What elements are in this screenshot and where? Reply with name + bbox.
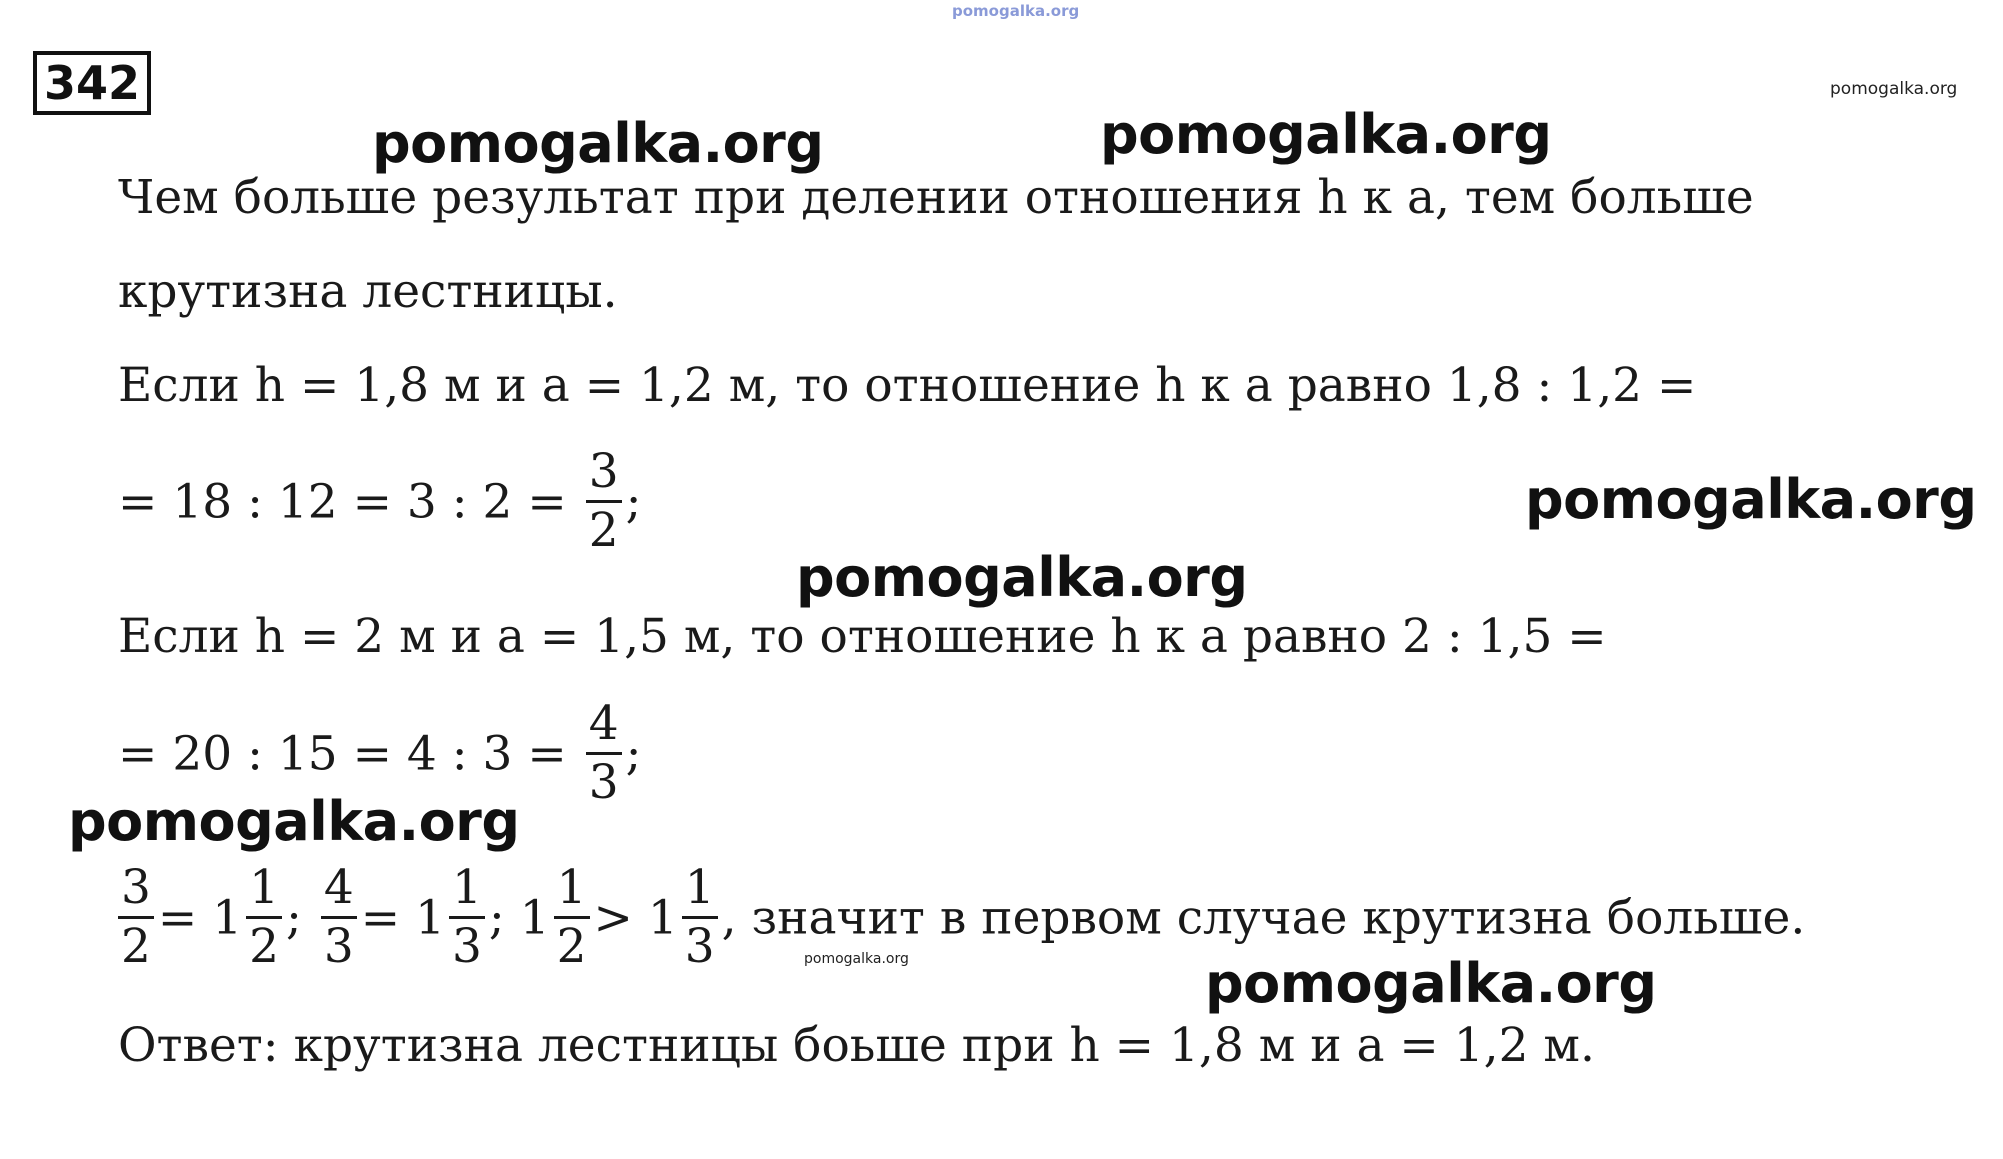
separator: ; bbox=[488, 890, 505, 946]
equation-4-text: = 18 : 12 = 3 : 2 = bbox=[118, 474, 567, 530]
fraction-denominator: 2 bbox=[249, 919, 280, 974]
fraction-denominator: 3 bbox=[684, 919, 715, 974]
answer-line: Ответ: крутизна лестницы боьше при h = 1,8 м и a = 1,2 м. bbox=[118, 1018, 1595, 1073]
equation-6-text: = 20 : 15 = 4 : 3 = bbox=[118, 726, 567, 782]
fraction-denominator: 3 bbox=[323, 919, 354, 974]
greater-than: > 1 bbox=[593, 890, 678, 946]
text-line-3: Если h = 1,8 м и a = 1,2 м, то отношение h к a равно 1,8 : 1,2 = bbox=[118, 358, 1697, 413]
fraction bbox=[682, 860, 718, 975]
watermark-2: pomogalka.org bbox=[1100, 103, 1552, 166]
conclusion-text: , значит в первом случае крутизна больше. bbox=[721, 890, 1806, 946]
watermark-5: pomogalka.org bbox=[68, 790, 520, 853]
watermark-tiny: pomogalka.org bbox=[804, 951, 909, 967]
fraction-numerator: 3 bbox=[118, 860, 154, 919]
fraction-numerator: 4 bbox=[321, 860, 357, 919]
fraction-numerator: 3 bbox=[586, 444, 622, 503]
equation-4-end: ; bbox=[625, 474, 642, 530]
text-line-2: крутизна лестницы. bbox=[118, 264, 618, 319]
fraction bbox=[118, 860, 154, 975]
watermark-top: pomogalka.org bbox=[952, 2, 1080, 20]
fraction-4-3 bbox=[586, 696, 622, 811]
fraction-denominator: 3 bbox=[588, 755, 619, 810]
fraction-denominator: 2 bbox=[556, 919, 587, 974]
fraction-denominator: 3 bbox=[451, 919, 482, 974]
watermark-3: pomogalka.org bbox=[1525, 468, 1977, 531]
watermark-4: pomogalka.org bbox=[796, 546, 1248, 609]
fraction-numerator: 1 bbox=[554, 860, 590, 919]
equation-line-4 bbox=[118, 444, 642, 563]
whole-number: 1 bbox=[519, 890, 550, 946]
fraction-numerator: 1 bbox=[449, 860, 485, 919]
fraction bbox=[449, 860, 485, 975]
watermark-corner: pomogalka.org bbox=[1830, 79, 1958, 99]
fraction-denominator: 2 bbox=[121, 919, 151, 974]
problem-number: 342 bbox=[33, 51, 151, 115]
fraction bbox=[246, 860, 282, 975]
fraction-numerator: 1 bbox=[682, 860, 718, 919]
fraction bbox=[321, 860, 357, 975]
text-line-1: Чем больше результат при делении отношения h к a, тем больше bbox=[118, 170, 1754, 225]
equals-one: = 1 bbox=[360, 890, 445, 946]
fraction-numerator: 4 bbox=[586, 696, 622, 755]
watermark-6: pomogalka.org bbox=[1205, 952, 1657, 1015]
fraction bbox=[554, 860, 590, 975]
equals-one: = 1 bbox=[157, 890, 243, 946]
equation-6-end: ; bbox=[625, 726, 642, 782]
watermark-1: pomogalka.org bbox=[372, 112, 824, 175]
fraction-3-2 bbox=[586, 444, 622, 559]
separator: ; bbox=[286, 890, 302, 946]
text-line-5: Если h = 2 м и a = 1,5 м, то отношение h к a равно 2 : 1,5 = bbox=[118, 609, 1607, 664]
fraction-numerator: 1 bbox=[246, 860, 282, 919]
fraction-denominator: 2 bbox=[588, 503, 619, 558]
